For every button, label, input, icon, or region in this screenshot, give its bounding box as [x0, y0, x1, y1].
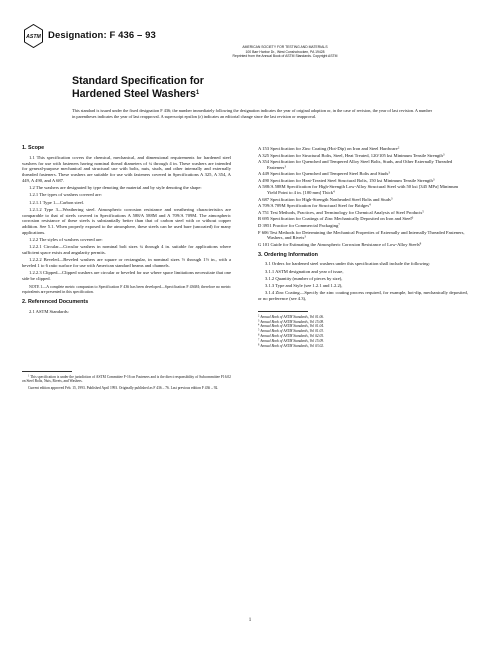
paragraph-1-2-2: 1.2.2 The styles of washers covered are: — [29, 237, 103, 242]
footnote-item: $^4$ Annual Book of ASTM Standards, Vol 01.04. — [258, 324, 324, 329]
paragraph-1-2-2-2: 1.2.2.2 Beveled—Beveled washers are square or rectangular, in nominal sizes ½ through 1½ in., with a beveled 1 to 6 ratio surface for use with American standard beams and channels. — [22, 257, 231, 268]
publisher-line: Reprinted from the Annual Book of ASTM Standards. Copyright ASTM — [232, 54, 338, 59]
publisher-line: AMERICAN SOCIETY FOR TESTING AND MATERIALS — [242, 45, 328, 49]
reference-item: A 687 Specification for High-Strength Nonheaded Steel Bolts and Studs$^3$ — [258, 196, 393, 202]
paragraph-1-2-1-2: 1.2.1.2 Type 3—Weathering steel. Atmospheric corrosion resistance and weathering characteristics are comparable to that of steels covered in Specifications A 588/A 588M and A 709/A 709M. The atmospheric corrosion resistance of these steels is substantially better than that of carbon steel with or without copper addition. See 5.1. When properly exposed to the atmosphere, these steels can be used bare (uncoated) for many applications. — [22, 206, 231, 235]
footnote-item: $^5$ Annual Book of ASTM Standards, Vol 01.03. — [258, 328, 324, 334]
title-footnote-mark: 1 — [195, 89, 200, 96]
paragraph-3-1-3: 3.1.3 Type and Style (see 1.2.1 and 1.2.2), — [265, 283, 343, 289]
reference-item: F 606 Test Methods for Determining the Mechanical Properties of Externally and Internally Threaded Fasteners, Washers, and Rivets$^3$ — [258, 229, 465, 241]
footnote-list — [258, 315, 468, 349]
document-title — [72, 76, 204, 100]
left-column — [22, 146, 231, 392]
reference-item: A 751 Test Methods, Practices, and Terminology for Chemical Analysis of Steel Products$^5$ — [258, 209, 424, 215]
reference-list — [258, 146, 468, 248]
paragraph-1-2-1-1: 1.2.1.1 Type 1—Carbon steel. — [29, 199, 85, 205]
section-heading-ordering-information: 3. Ordering Information — [258, 251, 318, 258]
note-1: NOTE 1—A complete metric companion to Specification F 436 has been developed—Specification F 436M; therefore no metric equivalents are presented in this specification. — [22, 284, 231, 294]
title-line-2: Hardened Steel Washers$^1$ — [72, 87, 200, 100]
footnote-1b: Current edition approved Feb. 15, 1993. Published April 1993. Originally published as F 436 – 76. Last previous edition F 436 – 92. — [28, 385, 219, 390]
footnote-item: $^3$ Annual Book of ASTM Standards, Vol 15.08. — [258, 319, 324, 324]
reference-item: A 490 Specification for Heat-Treated Steel Structural Bolts, 150 ksi Minimum Tensile Strength$^3$ — [258, 177, 435, 183]
footnote-item: $^8$ Annual Book of ASTM Standards, Vol 03.02. — [258, 343, 324, 348]
issuance-note: This standard is issued under the fixed designation F 436; the number immediately following the designation indicates the year of original adoption or, in the case of revision, the year of last revision. A number in parentheses indicates the year of last reapproval. A superscript epsilon (ε) indicates an editorial change since the last revision or reapproval. — [72, 108, 432, 119]
reference-item: A 325 Specification for Structural Bolts, Steel, Heat Treated, 120/105 ksi Minimum Tensile Strength$^3$ — [258, 151, 445, 158]
reference-item: A 588/A 588M Specification for High-Strength Low-Alloy Structural Steel with 50 ksi [345 MPa] Minimum Yield Point to 4 in. [100 mm] Thick$^4$ — [258, 184, 459, 196]
footnote-rule — [258, 311, 308, 312]
reference-item: B 695 Specification for Coatings of Zinc Mechanically Deposited on Iron and Steel$^6$ — [258, 215, 414, 222]
paragraph-1-2-2-3: 1.2.2.3 Clipped—Clipped washers are circular or beveled for use where space limitations necessitate that one side be clipped. — [22, 270, 231, 281]
reference-item: A 709/A 709M Specification for Structural Steel for Bridges$^4$ — [258, 202, 371, 209]
footnote-item: $^2$ Annual Book of ASTM Standards, Vol 01.06. — [258, 314, 324, 319]
reference-item: D 3951 Practice for Commercial Packaging$^7$ — [258, 222, 340, 228]
footnote-item: $^6$ Annual Book of ASTM Standards, Vol 02.05. — [258, 333, 324, 338]
paragraph-1-2-2-1: 1.2.2.1 Circular—Circular washers in nominal bolt sizes ¼ through 4 in. suitable for applications where sufficient space exists and angularity permits. — [22, 244, 231, 255]
svg-text:ASTM: ASTM — [26, 34, 41, 40]
paragraph-3-1-1: 3.1.1 ASTM designation and year of issue, — [265, 268, 344, 274]
right-column — [258, 146, 468, 348]
publisher-block — [0, 45, 500, 59]
reference-item: A 354 Specification for Quenched and Tempered Alloy Steel Bolts, Studs, and Other Externally Threaded Fasteners$^3$ — [258, 159, 453, 170]
reference-item: G 101 Guide for Estimating the Atmospheric Corrosion Resistance of Low-Alloy Steels$^8$ — [258, 241, 422, 247]
paragraph-1-2-1: 1.2.1 The types of washers covered are: — [29, 192, 102, 198]
section-heading-scope: 1. Scope — [22, 145, 45, 151]
publisher-line: 100 Barr Harbor Dr., West Conshohocken, PA 19428 — [245, 49, 325, 54]
reference-item: A 153 Specification for Zinc Coating (Hot-Dip) on Iron and Steel Hardware$^2$ — [258, 145, 400, 151]
paragraph-2-1: 2.1 ASTM Standards: — [29, 308, 69, 314]
footnote-1a: $^1$ This specification is under the jurisdiction of ASTM Committee F-16 on Fasteners and is the direct responsibility of Subcommittee F16.02 on Steel Bolts, Nuts, Rivets, and Washers. — [22, 374, 231, 384]
reference-item: A 449 Specification for Quenched and Tempered Steel Bolts and Studs$^3$ — [258, 170, 390, 177]
title-line-1: Standard Specification for — [72, 75, 204, 87]
paragraph-1-2: 1.2 The washers are designated by type denoting the material and by style denoting the shape: — [29, 185, 202, 190]
footnote-item: $^7$ Annual Book of ASTM Standards, Vol 15.09. — [258, 338, 324, 343]
paragraph-3-1: 3.1 Orders for hardened steel washers under this specification shall include the following: — [265, 261, 430, 267]
footnote-rule — [22, 371, 72, 372]
designation: Designation: F 436 – 93 — [48, 30, 156, 41]
paragraph-1-1: 1.1 This specification covers the chemical, mechanical, and dimensional requirements for hardened steel washers for use with fasteners having nominal thread diameters of ¼ through 4 in. These washers are intended for general-purpose mechanical and structural use with bolts, nuts, studs, and other internally and externally threaded fasteners. These washers are suitable for use with fasteners covered in Specifications A 325, A 354, A 449, A 490, and A 687. — [22, 154, 231, 183]
section-heading-referenced-documents: 2. Referenced Documents — [22, 298, 89, 305]
paragraph-3-1-2: 3.1.2 Quantity (number of pieces by size), — [265, 275, 343, 281]
page-number: 1 — [248, 618, 252, 623]
paragraph-3-1-4: 3.1.4 Zinc Coating—Specify the zinc coating process required, for example, hot-dip, mechanically deposited, or no preference (see 4.3), — [258, 290, 468, 302]
